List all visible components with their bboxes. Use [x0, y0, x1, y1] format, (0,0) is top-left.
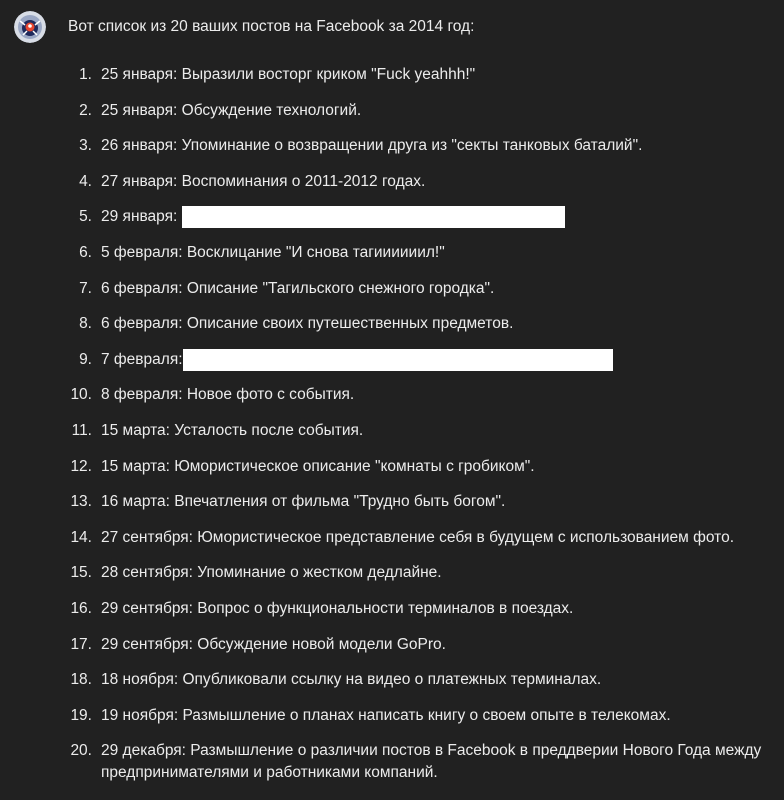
- redaction-block: [182, 206, 565, 228]
- list-item-text: 29 сентября: Обсуждение новой модели GoPro.: [101, 635, 446, 653]
- list-item-number: 20.: [70, 742, 92, 760]
- list-item-text: 5 февраля: Восклицание "И снова тагиииииил!": [101, 243, 445, 261]
- list-item-text: 27 сентября: Юмористическое представление себя в будущем с использованием фото.: [101, 528, 734, 546]
- list-item-number: 3.: [79, 137, 92, 155]
- list-item-number: 1.: [79, 66, 92, 83]
- list-item-text: 8 февраля: Новое фото с события.: [101, 386, 355, 404]
- list-item: [0, 349, 784, 385]
- list-item-number: 8.: [79, 315, 92, 333]
- list-item-number: 11.: [71, 421, 92, 439]
- list-item-text: 6 февраля: Описание "Тагильского снежного городка".: [101, 279, 495, 297]
- list-item-number: 10.: [70, 386, 92, 404]
- list-item: [0, 206, 784, 242]
- list-item: [0, 135, 784, 171]
- list-item-text: 7 февраля:: [101, 350, 183, 368]
- list-item-text: 29 декабря: Размышление о различии постов в Facebook в преддверии Нового Года между предпринимателями и работниками компаний.: [101, 742, 762, 782]
- list-item-text-wrapper: [101, 349, 773, 371]
- list-item-number: 2.: [79, 101, 92, 119]
- list-item-text: 29 января:: [101, 208, 178, 226]
- list-item-number: 12.: [70, 457, 92, 475]
- list-item-text: 28 сентября: Упоминание о жестком дедлайне.: [101, 564, 442, 582]
- list-item-number: 15.: [70, 564, 92, 582]
- list-item-number: 5.: [79, 208, 92, 226]
- list-item-text: 19 ноября: Размышление о планах написать книгу о своем опыте в телекомах.: [101, 706, 671, 724]
- list-item-number: 4.: [79, 172, 92, 190]
- list-item: [0, 278, 784, 314]
- list-item-text: 25 января: Обсуждение технологий.: [101, 101, 362, 119]
- list-item-text: 18 ноября: Опубликовали ссылку на видео о платежных терминалах.: [101, 671, 602, 689]
- list-item-text: 27 января: Воспоминания о 2011-2012 годах.: [101, 172, 426, 190]
- list-item-number: 17.: [70, 635, 92, 653]
- list-item: [0, 313, 784, 349]
- list-item: [0, 634, 784, 670]
- list-item-number: 9.: [79, 350, 92, 368]
- list-item: [0, 242, 784, 278]
- list-item: [0, 598, 784, 634]
- list-item: [0, 456, 784, 492]
- list-item-text: 6 февраля: Описание своих путешественных предметов.: [101, 315, 514, 333]
- list-item-text: 26 января: Упоминание о возвращении друга из "секты танковых баталий".: [101, 137, 643, 155]
- list-item: [0, 64, 784, 100]
- list-item: [0, 705, 784, 741]
- assistant-avatar-icon: [14, 11, 46, 43]
- list-item: [0, 740, 784, 782]
- list-item: [0, 100, 784, 136]
- list-item-number: 13.: [70, 493, 92, 511]
- list-item: [0, 562, 784, 598]
- posts-list: [0, 64, 784, 782]
- list-item-number: 19.: [70, 706, 92, 724]
- list-item-text: 15 марта: Усталость после события.: [101, 421, 364, 439]
- list-item-text: 15 марта: Юмористическое описание "комнаты с гробиком".: [101, 457, 535, 475]
- list-item-text-wrapper: [101, 206, 773, 228]
- list-item-text: 16 марта: Впечатления от фильма "Трудно быть богом".: [101, 493, 506, 511]
- list-item-number: 14.: [70, 528, 92, 546]
- list-item: [0, 171, 784, 207]
- list-item: [0, 669, 784, 705]
- list-item: [0, 491, 784, 527]
- message-intro: Вот список из 20 ваших постов на Facebook за 2014 год:: [68, 18, 475, 35]
- list-item-text: 25 января: Выразили восторг криком "Fuck yeahhh!": [101, 66, 476, 83]
- redaction-block: [183, 349, 613, 371]
- list-item-number: 16.: [70, 599, 92, 617]
- list-item-number: 18.: [70, 671, 92, 689]
- list-item: [0, 527, 784, 563]
- list-item-number: 7.: [79, 279, 92, 297]
- list-item: [0, 420, 784, 456]
- list-item-text: 29 сентября: Вопрос о функциональности терминалов в поездах.: [101, 599, 574, 617]
- list-item: [0, 384, 784, 420]
- list-item-number: 6.: [79, 243, 92, 261]
